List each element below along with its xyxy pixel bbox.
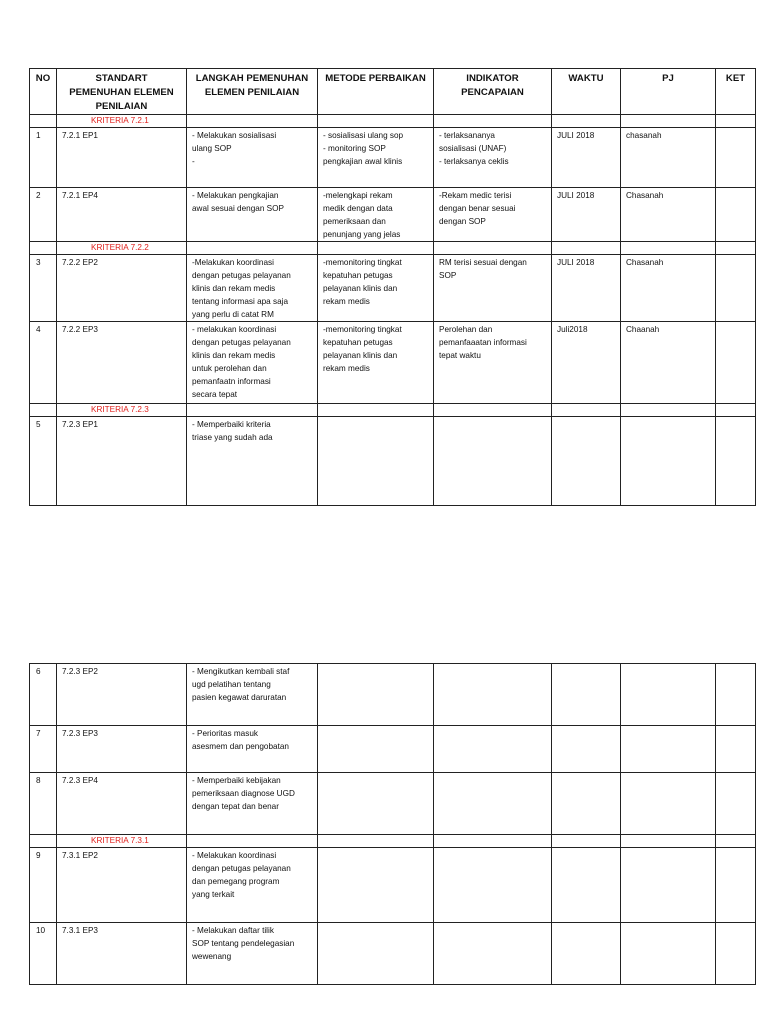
cell-metode: -melengkapi rekam medik dengan data pemeriksaan dan penunjang yang jelas — [318, 188, 434, 242]
cell-waktu: JULI 2018 — [552, 128, 621, 188]
header-waktu: WAKTU — [552, 69, 621, 115]
cell-no: 7 — [30, 726, 57, 773]
cell-langkah: - Melakukan pengkajian awal sesuai dengan SOP — [187, 188, 318, 242]
cell-pj — [621, 848, 716, 923]
cell-ket — [716, 848, 756, 923]
cell-ket — [716, 322, 756, 404]
cell-waktu — [552, 773, 621, 835]
cell-ket — [716, 664, 756, 726]
cell-metode: - sosialisasi ulang sop - monitoring SOP pengkajian awal klinis — [318, 128, 434, 188]
header-metode: METODE PERBAIKAN — [318, 69, 434, 115]
cell-langkah: - Memperbaiki kebijakan pemeriksaan diagnose UGD dengan tepat dan benar — [187, 773, 318, 835]
cell-langkah: - Mengikutkan kembali staf ugd pelatihan tentang pasien kegawat daruratan — [187, 664, 318, 726]
cell-ket — [716, 726, 756, 773]
kriteria-row — [30, 835, 756, 848]
cell-pj — [621, 417, 716, 506]
header-row — [30, 69, 756, 115]
cell-ket — [716, 923, 756, 985]
cell-standar: 7.2.1 EP4 — [57, 188, 187, 242]
cell-indikator — [434, 417, 552, 506]
header-langkah: LANGKAH PEMENUHAN ELEMEN PENILAIAN — [187, 69, 318, 115]
table-row — [30, 255, 756, 322]
cell-standar: 7.2.2 EP3 — [57, 322, 187, 404]
table-row — [30, 322, 756, 404]
table-row — [30, 417, 756, 506]
table-row — [30, 128, 756, 188]
cell-no: 3 — [30, 255, 57, 322]
kriteria-label: KRITERIA 7.2.3 — [57, 404, 187, 417]
cell-pj: Chasanah — [621, 255, 716, 322]
cell-no: 9 — [30, 848, 57, 923]
cell-waktu — [552, 848, 621, 923]
cell-ket — [716, 255, 756, 322]
cell-indikator: Perolehan dan pemanfaaatan informasi tepat waktu — [434, 322, 552, 404]
cell-indikator — [434, 923, 552, 985]
header-ket: KET — [716, 69, 756, 115]
cell-standar: 7.2.3 EP3 — [57, 726, 187, 773]
cell-no: 4 — [30, 322, 57, 404]
header-standar: STANDART PEMENUHAN ELEMEN PENILAIAN — [57, 69, 187, 115]
cell-langkah: - Memperbaiki kriteria triase yang sudah ada — [187, 417, 318, 506]
kriteria-label: KRITERIA 7.2.1 — [57, 115, 187, 128]
cell-pj: chasanah — [621, 128, 716, 188]
cell-ket — [716, 188, 756, 242]
cell-metode — [318, 923, 434, 985]
cell-pj — [621, 726, 716, 773]
table-row — [30, 726, 756, 773]
cell-waktu — [552, 923, 621, 985]
kriteria-row — [30, 242, 756, 255]
cell-no: 6 — [30, 664, 57, 726]
cell-langkah: - Melakukan sosialisasi ulang SOP - — [187, 128, 318, 188]
cell-langkah: - Perioritas masuk asesmem dan pengobatan — [187, 726, 318, 773]
table-row — [30, 923, 756, 985]
cell-langkah: - melakukan koordinasi dengan petugas pelayanan klinis dan rekam medis untuk perolehan dan pemanfaatn informasi secara tepat — [187, 322, 318, 404]
action-plan-table-page2 — [29, 663, 756, 985]
cell-standar: 7.2.3 EP4 — [57, 773, 187, 835]
cell-no: 10 — [30, 923, 57, 985]
cell-metode — [318, 773, 434, 835]
cell-no: 1 — [30, 128, 57, 188]
cell-pj: Chasanah — [621, 188, 716, 242]
table-row — [30, 848, 756, 923]
cell-waktu: JULI 2018 — [552, 188, 621, 242]
kriteria-label: KRITERIA 7.3.1 — [57, 835, 187, 848]
action-plan-table-page1 — [29, 68, 756, 506]
cell-metode — [318, 726, 434, 773]
cell-pj — [621, 773, 716, 835]
cell-standar: 7.2.1 EP1 — [57, 128, 187, 188]
cell-no: 8 — [30, 773, 57, 835]
cell-standar: 7.2.3 EP1 — [57, 417, 187, 506]
cell-indikator: - terlaksananya sosialisasi (UNAF) - terlaksanya ceklis — [434, 128, 552, 188]
cell-waktu — [552, 417, 621, 506]
cell-ket — [716, 128, 756, 188]
cell-no: 5 — [30, 417, 57, 506]
cell-no: 2 — [30, 188, 57, 242]
header-indikator: INDIKATOR PENCAPAIAN — [434, 69, 552, 115]
cell-ket — [716, 417, 756, 506]
cell-indikator — [434, 664, 552, 726]
cell-standar: 7.3.1 EP3 — [57, 923, 187, 985]
cell-metode: -memonitoring tingkat kepatuhan petugas pelayanan klinis dan rekam medis — [318, 255, 434, 322]
table-row — [30, 773, 756, 835]
cell-metode: -memonitoring tingkat kepatuhan petugas pelayanan klinis dan rekam medis — [318, 322, 434, 404]
cell-indikator — [434, 726, 552, 773]
cell-waktu — [552, 664, 621, 726]
cell-indikator: RM terisi sesuai dengan SOP — [434, 255, 552, 322]
cell-ket — [716, 773, 756, 835]
cell-indikator: -Rekam medic terisi dengan benar sesuai dengan SOP — [434, 188, 552, 242]
cell-waktu — [552, 726, 621, 773]
cell-waktu: Juli2018 — [552, 322, 621, 404]
cell-pj: Chaanah — [621, 322, 716, 404]
cell-langkah: -Melakukan koordinasi dengan petugas pelayanan klinis dan rekam medis tentang informasi apa saja yang perlu di catat RM — [187, 255, 318, 322]
cell-indikator — [434, 848, 552, 923]
header-no: NO — [30, 69, 57, 115]
cell-waktu: JULI 2018 — [552, 255, 621, 322]
cell-pj — [621, 923, 716, 985]
kriteria-row — [30, 115, 756, 128]
kriteria-label: KRITERIA 7.2.2 — [57, 242, 187, 255]
table-row — [30, 188, 756, 242]
cell-standar: 7.2.2 EP2 — [57, 255, 187, 322]
cell-pj — [621, 664, 716, 726]
cell-standar: 7.2.3 EP2 — [57, 664, 187, 726]
cell-langkah: - Melakukan koordinasi dengan petugas pelayanan dan pemegang program yang terkait — [187, 848, 318, 923]
cell-standar: 7.3.1 EP2 — [57, 848, 187, 923]
kriteria-row — [30, 404, 756, 417]
cell-metode — [318, 664, 434, 726]
cell-indikator — [434, 773, 552, 835]
cell-metode — [318, 417, 434, 506]
cell-langkah: - Melakukan daftar tilik SOP tentang pendelegasian wewenang — [187, 923, 318, 985]
table-row — [30, 664, 756, 726]
header-pj: PJ — [621, 69, 716, 115]
cell-metode — [318, 848, 434, 923]
